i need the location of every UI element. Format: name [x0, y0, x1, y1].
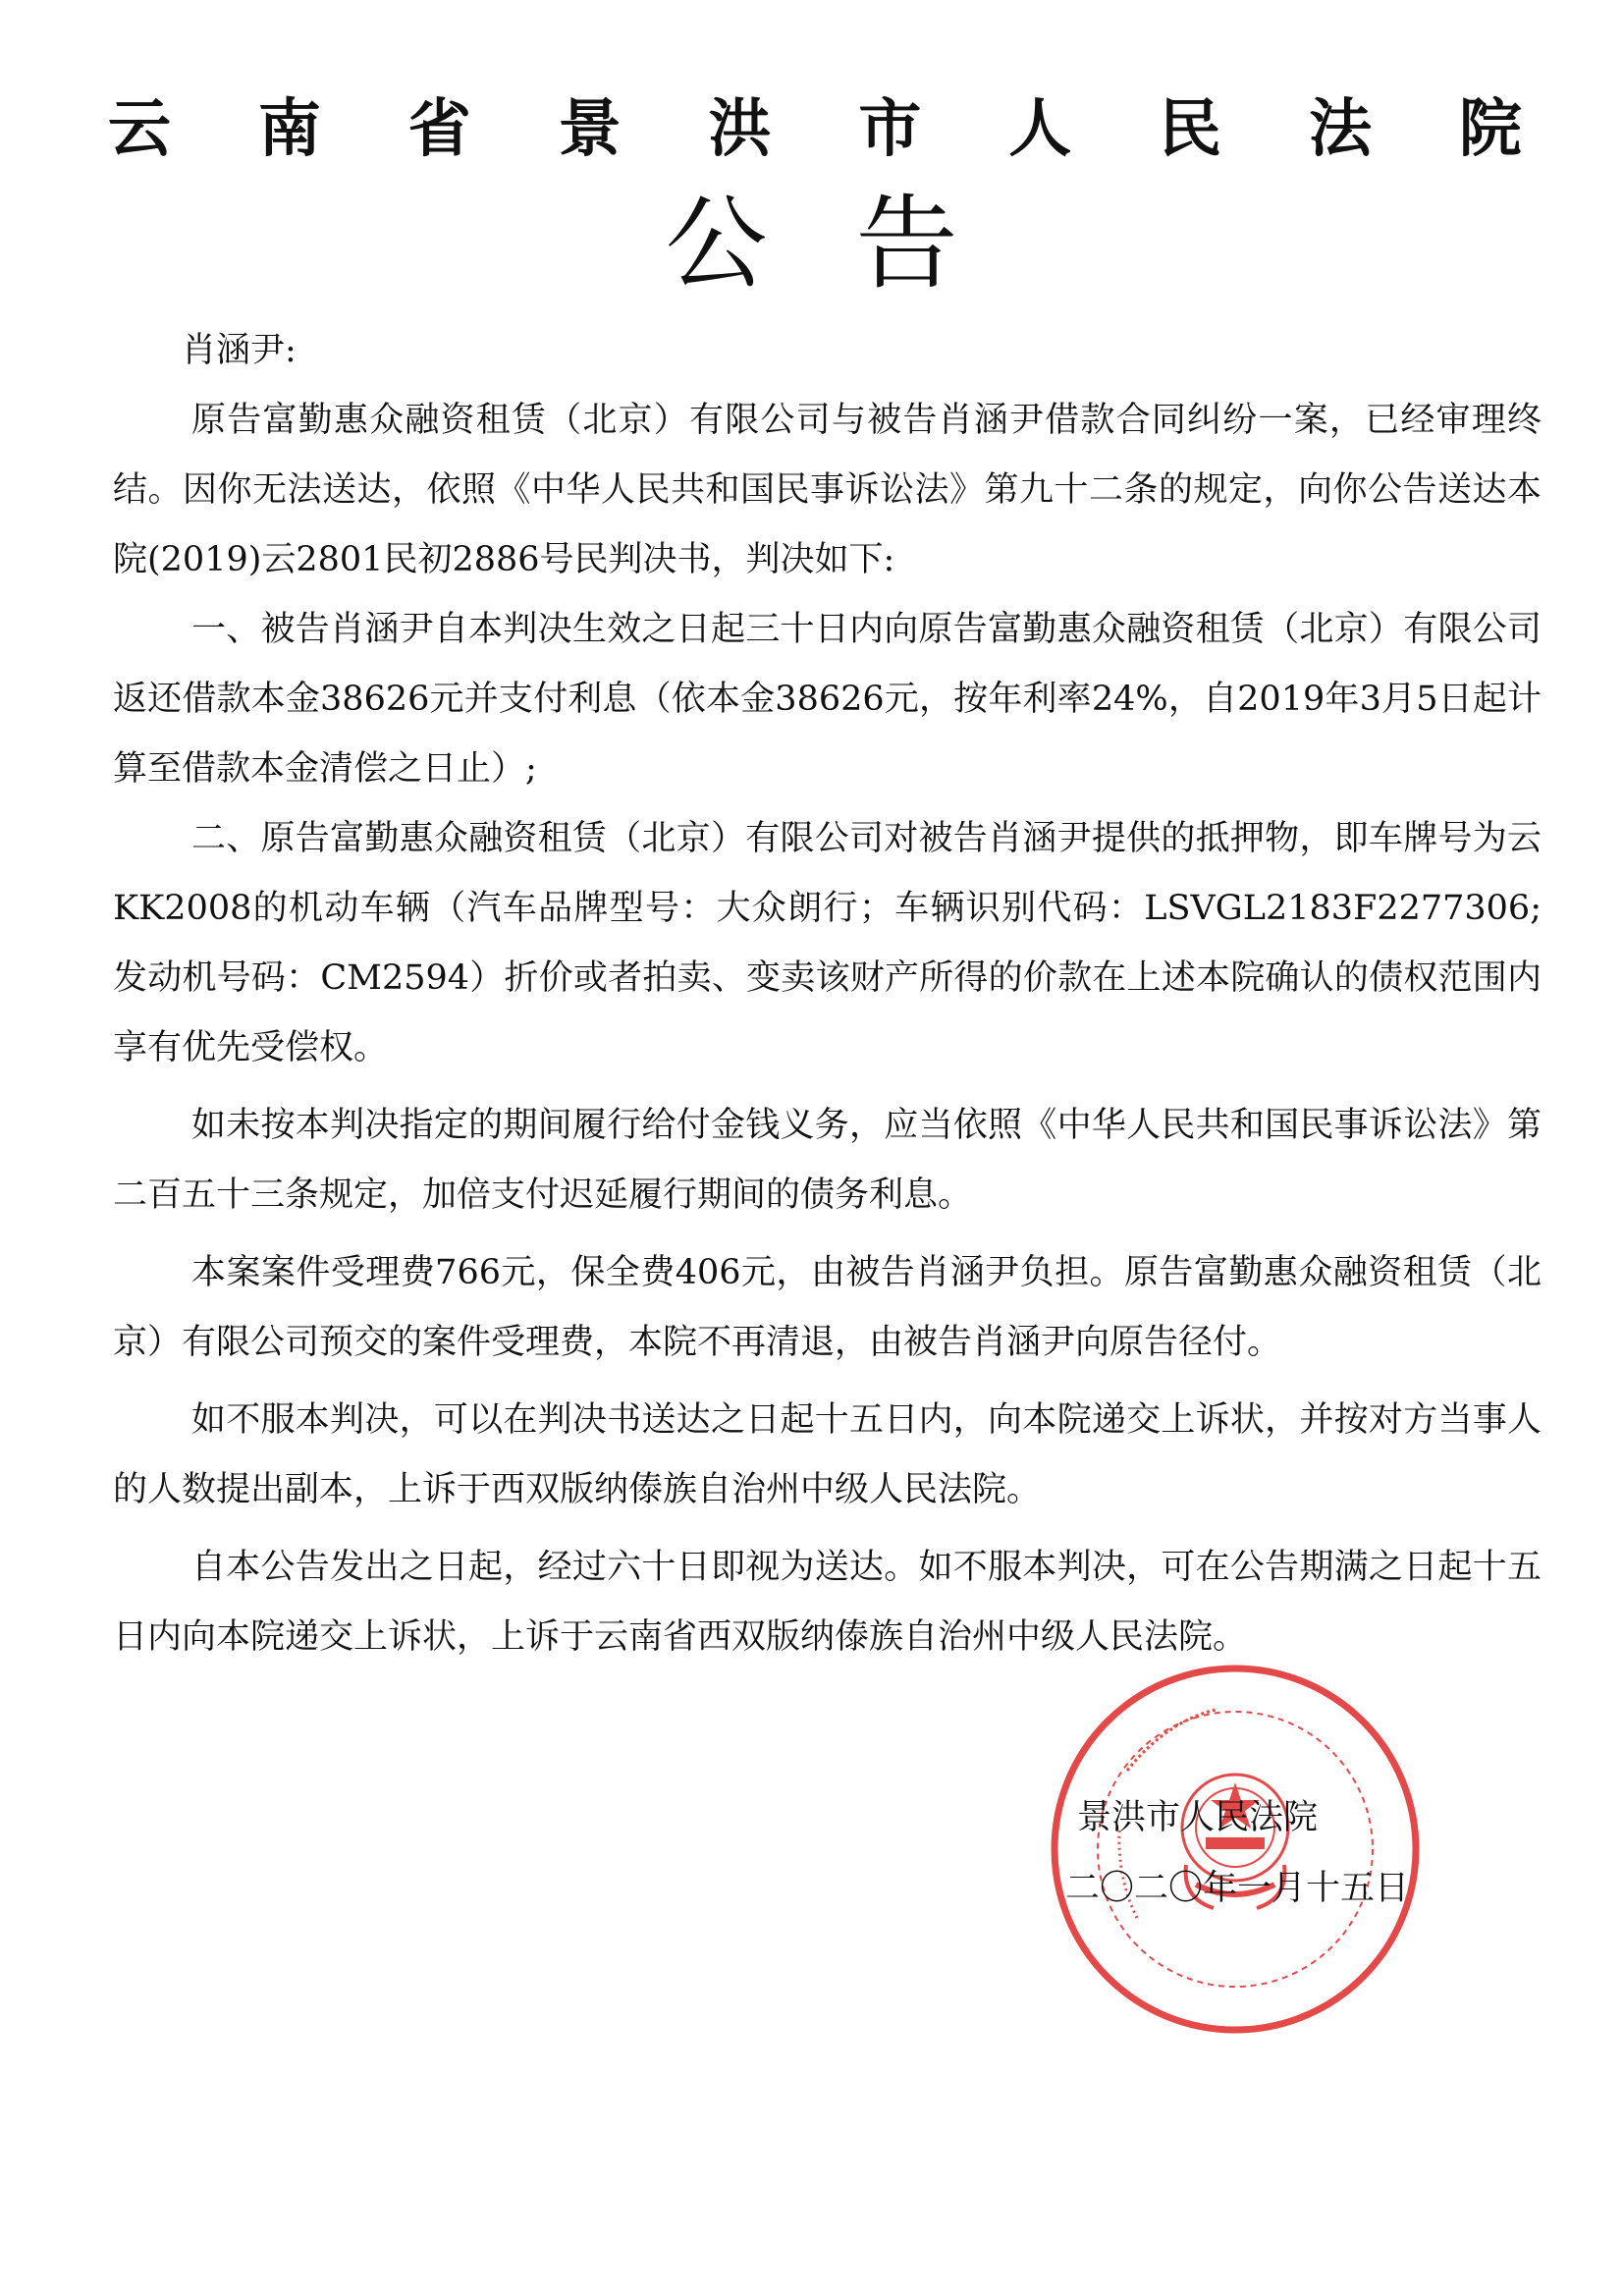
court-name-char: 云	[108, 92, 171, 166]
addressee: 肖涵尹:	[182, 331, 297, 370]
signing-court: 景洪市人民法院	[1077, 1798, 1319, 1837]
court-name-char: 民	[1159, 92, 1222, 166]
court-name-char: 省	[407, 92, 471, 166]
court-name-heading	[108, 90, 1522, 169]
court-name-char: 景	[558, 92, 622, 166]
notice-title: 公告	[665, 184, 1047, 303]
paragraph-judgment-item-1: 一、被告肖涵尹自本判决生效之日起三十日内向原告富勤惠众融资租赁（北京）有限公司返还借款本金38626元并支付利息（依本金38626元，按年利率24%，自2019年3月5日起计算至借款本金清偿之日止）;	[113, 610, 1542, 789]
paragraph-service-period: 自本公告发出之日起，经过六十日即视为送达。如不服本判决，可在公告期满之日起十五日内向本院递交上诉状，上诉于云南省西双版纳傣族自治州中级人民法院。	[113, 1548, 1542, 1657]
court-name-char: 市	[858, 92, 922, 166]
paragraph-intro: 原告富勤惠众融资租赁（北京）有限公司与被告肖涵尹借款合同纠纷一案，已经审理终结。因你无法送达，依照《中华人民共和国民事诉讼法》第九十二条的规定，向你公告送达本院(2019)云2801民初2886号民判决书，判决如下:	[113, 401, 1542, 579]
signature-block	[1065, 1782, 1409, 1924]
court-name-char: 洪	[708, 92, 772, 166]
court-name-char: 院	[1458, 92, 1522, 166]
paragraph-fees: 本案案件受理费766元，保全费406元，由被告肖涵尹负担。原告富勤惠众融资租赁（北京）有限公司预交的案件受理费，本院不再清退，由被告肖涵尹向原告径付。	[113, 1253, 1542, 1362]
paragraph-appeal: 如不服本判决，可以在判决书送达之日起十五日内，向本院递交上诉状，并按对方当事人的人数提出副本，上诉于西双版纳傣族自治州中级人民法院。	[113, 1400, 1542, 1509]
court-name-char: 人	[1008, 92, 1072, 166]
paragraph-judgment-item-2: 二、原告富勤惠众融资租赁（北京）有限公司对被告肖涵尹提供的抵押物，即车牌号为云KK2008的机动车辆（汽车品牌型号：大众朗行；车辆识别代码：LSVGL2183F2277306;发动机号码：CM2594）折价或者拍卖、变卖该财产所得的价款在上述本院确认的债权范围内享有优先受偿权。	[113, 819, 1542, 1067]
paragraph-late-payment: 如未按本判决指定的期间履行给付金钱义务，应当依照《中华人民共和国民事诉讼法》第二百五十三条规定，加倍支付迟延履行期间的债务利息。	[113, 1106, 1542, 1215]
signing-date: 二〇二〇年一月十五日	[1065, 1869, 1410, 1908]
court-name-char: 法	[1309, 92, 1372, 166]
notice-body	[113, 316, 1542, 1672]
court-name-char: 南	[257, 92, 321, 166]
